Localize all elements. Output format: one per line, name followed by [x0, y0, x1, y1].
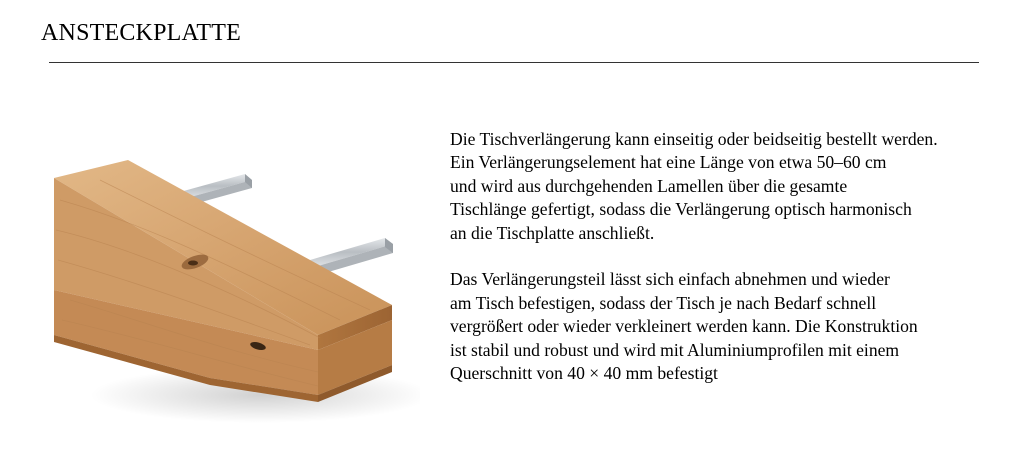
paragraph-1-line-4: Tischlänge gefertigt, sodass die Verlängerung optisch harmonisch: [450, 199, 912, 220]
paragraph-2: [450, 268, 990, 385]
paragraph-1-line-3: und wird aus durchgehenden Lamellen über die gesamte: [450, 175, 848, 196]
title-divider: [49, 62, 979, 63]
wooden-table-extension-icon: [40, 140, 420, 440]
paragraph-1-line-1: Die Tischverlängerung kann einseitig oder beidseitig bestellt werden.: [450, 129, 938, 149]
paragraph-2-line-3: vergrößert oder wieder verkleinert werden kann. Die Konstruktion: [450, 316, 918, 337]
paragraph-2-line-4: ist stabil und robust und wird mit Aluminiumprofilen mit einem: [450, 339, 900, 360]
paragraph-2-line-2: am Tisch befestigen, sodass der Tisch je nach Bedarf schnell: [450, 292, 877, 313]
paragraph-2-line-5: Querschnitt von 40 × 40 mm befestigt: [450, 363, 718, 384]
paragraph-2-line-1: Das Verlängerungsteil lässt sich einfach abnehmen und wieder: [450, 269, 890, 290]
paragraph-1-line-5: an die Tischplatte anschließt.: [450, 222, 655, 243]
page-title: ANSTECKPLATTE: [41, 20, 241, 46]
description: [450, 128, 990, 409]
paragraph-1-line-2: Ein Verlängerungselement hat eine Länge von etwa 50–60 cm: [450, 152, 887, 173]
paragraph-1: [450, 128, 990, 245]
product-image: [40, 140, 420, 440]
